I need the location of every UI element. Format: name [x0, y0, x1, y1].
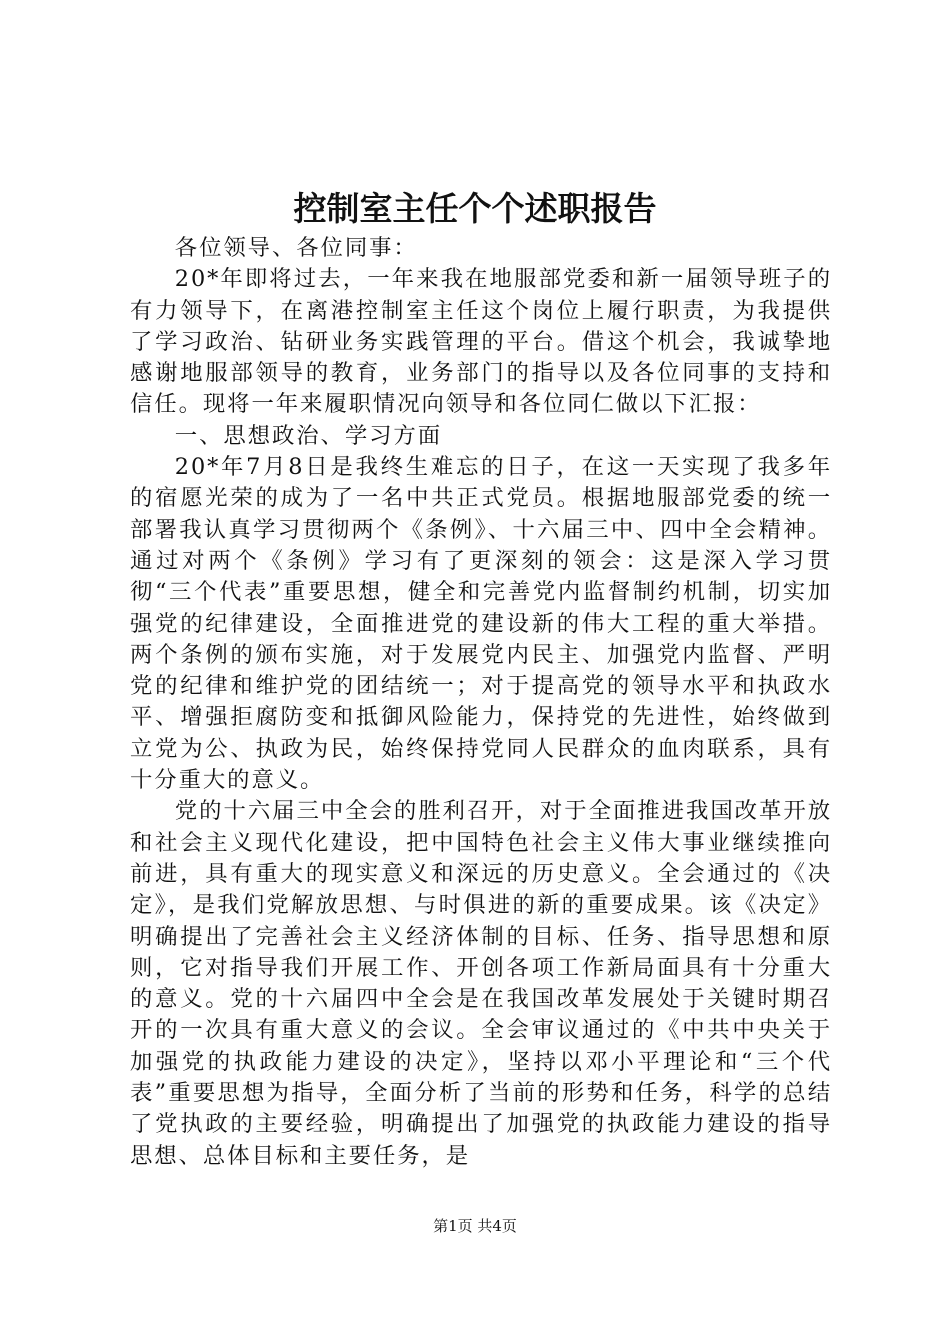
- section-heading: 一、思想政治、学习方面: [174, 422, 442, 449]
- body-paragraph: 党的十六届三中全会的胜利召开，对于全面推进我国改革开放和社会主义现代化建设，把中国特色社会主义伟大事业继续推向前进，具有重大的现实意义和深远的历史意义。全会通过的《决定》，是我们党解放思想、与时俱进的新的重要成果。该《决定》明确提出了完善社会主义经济体制的目标、任务、指导思想和原则，它对指导我们开展工作、开创各项工作新局面具有十分重大的意义。党的十六届四中全会是在我国改革发展处于关键时期召开的一次具有重大意义的会议。全会审议通过的《中共中央关于加强党的执政能力建设的决定》，坚持以邓小平理论和“三个代表”重要思想为指导，全面分析了当前的形势和任务，科学的总结了党执政的主要经验，明确提出了加强党的执政能力建设的指导思想、总体目标和主要任务，是: [130, 798, 832, 1169]
- page-number-footer: 第1页 共4页: [433, 1217, 517, 1235]
- salutation-paragraph: 各位领导、各位同事：: [174, 235, 418, 261]
- document-title: 控制室主任个个述职报告: [293, 189, 657, 228]
- body-paragraph: 20*年7月8日是我终生难忘的日子，在这一天实现了我多年的宿愿光荣的成为了一名中共正式党员。根据地服部党委的统一部署我认真学习贯彻两个《条例》、十六届三中、四中全会精神。通过对两个《条例》学习有了更深刻的领会：这是深入学习贯彻“三个代表”重要思想，健全和完善党内监督制约机制，切实加强党的纪律建设，全面推进党的建设新的伟大工程的重大举措。两个条例的颁布实施，对于发展党内民主、加强党内监督、严明党的纪律和维护党的团结统一；对于提高党的领导水平和执政水平、增强拒腐防变和抵御风险能力，保持党的先进性，始终做到立党为公、执政为民，始终保持党同人民群众的血肉联系，具有十分重大的意义。: [130, 454, 832, 794]
- intro-paragraph: 20*年即将过去，一年来我在地服部党委和新一届领导班子的有力领导下，在离港控制室主任这个岗位上履行职责，为我提供了学习政治、钻研业务实践管理的平台。借这个机会，我诚挚地感谢地服部领导的教育，业务部门的指导以及各位同事的支持和信任。现将一年来履职情况向领导和各位同仁做以下汇报：: [130, 266, 832, 418]
- document-body: [130, 233, 832, 1172]
